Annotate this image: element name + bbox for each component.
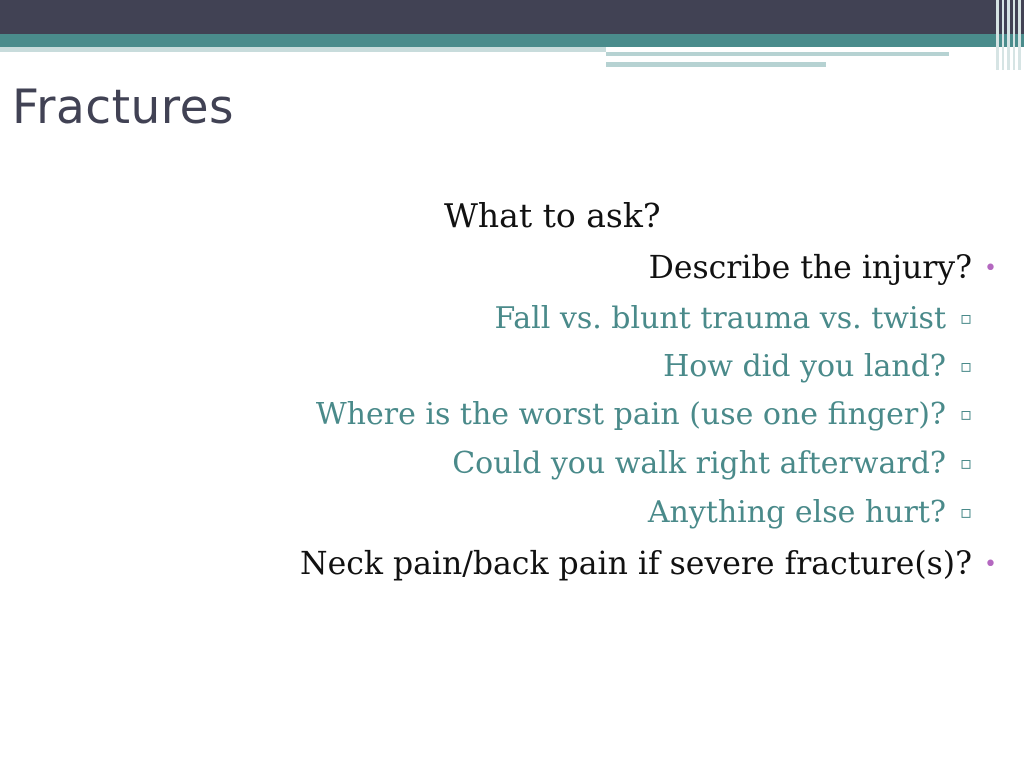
bullet-level2	[494, 301, 1024, 336]
bullet-text: Neck pain/back pain if severe fracture(s)?	[300, 546, 972, 582]
bullet-level2	[452, 446, 1024, 481]
bullet-square-icon: ▫	[960, 356, 973, 377]
bullet-dot-icon: •	[984, 255, 997, 281]
intro-text: What to ask?	[444, 196, 661, 235]
bullet-square-icon: ▫	[960, 404, 973, 425]
bullet-level1	[300, 546, 1024, 582]
bullet-text: Could you walk right afterward?	[452, 446, 946, 481]
bullet-text: Anything else hurt?	[647, 495, 946, 530]
bullet-level2	[648, 495, 1024, 530]
bullet-square-icon: ▫	[960, 502, 973, 523]
bullet-square-icon: ▫	[960, 453, 973, 474]
bullet-dot-icon: •	[984, 551, 997, 577]
bullet-level1	[649, 250, 1024, 286]
bullet-square-icon: ▫	[960, 308, 973, 329]
bullet-text: How did you land?	[663, 349, 946, 384]
slide-title: Fractures	[12, 80, 234, 135]
bullet-text: Fall vs. blunt trauma vs. twist	[494, 301, 946, 336]
bullet-level2	[316, 397, 1024, 432]
bullet-level2	[663, 349, 1024, 384]
bullet-text: Describe the injury?	[648, 250, 972, 286]
bullet-text: Where is the worst pain (use one finger)?	[315, 397, 946, 432]
